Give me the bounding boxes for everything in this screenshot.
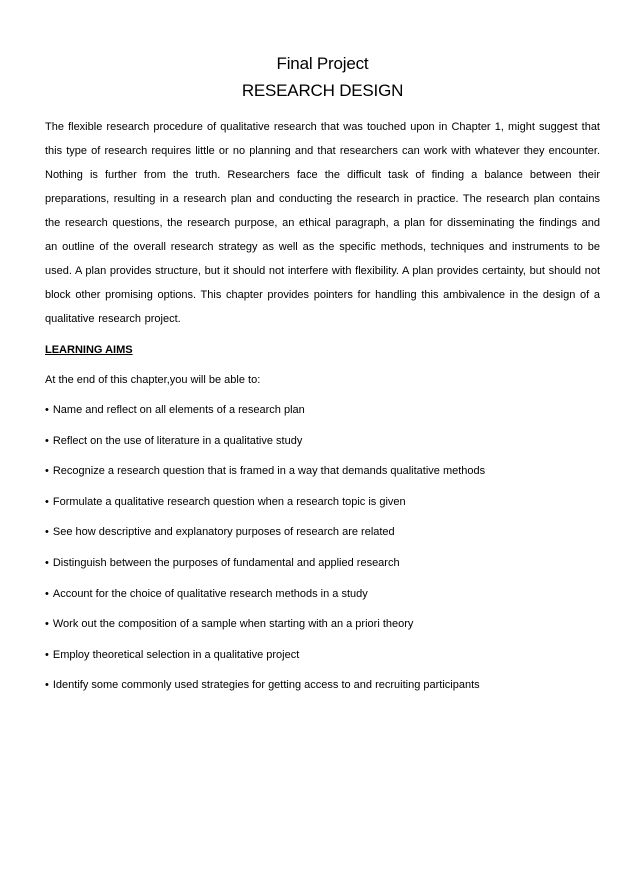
list-item bbox=[45, 582, 600, 606]
list-item-text: Formulate a qualitative research question when a research topic is given bbox=[52, 495, 406, 508]
bullet-icon: • bbox=[45, 587, 49, 600]
learning-aims-heading: LEARNING AIMS bbox=[45, 344, 133, 356]
list-item-text: Employ theoretical selection in a qualitative project bbox=[52, 648, 300, 661]
list-item-text: Reflect on the use of literature in a qualitative study bbox=[52, 434, 303, 447]
list-item-text: Distinguish between the purposes of fundamental and applied research bbox=[52, 556, 400, 569]
body-paragraph: The flexible research procedure of qualitative research that was touched upon in Chapter 1, might suggest that this type of research requires little or no planning and that researchers can work with whatever they encounter. Nothing is further from the truth. Researchers face the difficult task of finding a balance between their preparations, resulting in a research plan and conducting the research in practice. The research plan contains the research questions, the research purpose, an ethical paragraph, a plan for disseminating the findings and an outline of the overall research strategy as well as the specific methods, techniques and instruments to be used. A plan provides structure, but it should not interfere with flexibility. A plan provides certainty, but should not block other promising options. This chapter provides pointers for handling this ambivalence in the design of a qualitative research project. bbox=[45, 121, 600, 325]
learning-aims-intro: At the end of this chapter,you will be able to: bbox=[45, 374, 261, 386]
document-subtitle: RESEARCH DESIGN bbox=[241, 81, 404, 100]
list-item-text: Work out the composition of a sample when starting with an a priori theory bbox=[52, 618, 414, 631]
list-item bbox=[45, 429, 600, 453]
list-item bbox=[45, 490, 600, 514]
list-item-text: Name and reflect on all elements of a research plan bbox=[52, 404, 305, 416]
list-item bbox=[45, 643, 600, 667]
list-item bbox=[45, 673, 600, 697]
list-item-text: Identify some commonly used strategies for getting access to and recruiting participants bbox=[52, 679, 480, 692]
bullet-icon: • bbox=[45, 556, 49, 569]
list-item-text: Account for the choice of qualitative research methods in a study bbox=[52, 587, 368, 600]
bullet-icon: • bbox=[45, 526, 49, 539]
list-item bbox=[45, 398, 600, 422]
learning-aims-list bbox=[45, 398, 600, 697]
bullet-icon: • bbox=[45, 495, 49, 508]
bullet-icon: • bbox=[45, 404, 49, 416]
bullet-icon: • bbox=[45, 679, 49, 692]
bullet-icon: • bbox=[45, 618, 49, 631]
list-item bbox=[45, 520, 600, 544]
document-title: Final Project bbox=[276, 54, 369, 73]
bullet-icon: • bbox=[45, 434, 49, 447]
bullet-icon: • bbox=[45, 648, 49, 661]
list-item-text: Recognize a research question that is framed in a way that demands qualitative methods bbox=[52, 465, 486, 478]
list-item bbox=[45, 459, 600, 483]
list-item-text: See how descriptive and explanatory purposes of research are related bbox=[52, 526, 395, 539]
bullet-icon: • bbox=[45, 465, 49, 478]
title-block bbox=[45, 50, 600, 104]
list-item bbox=[45, 551, 600, 575]
list-item bbox=[45, 612, 600, 636]
